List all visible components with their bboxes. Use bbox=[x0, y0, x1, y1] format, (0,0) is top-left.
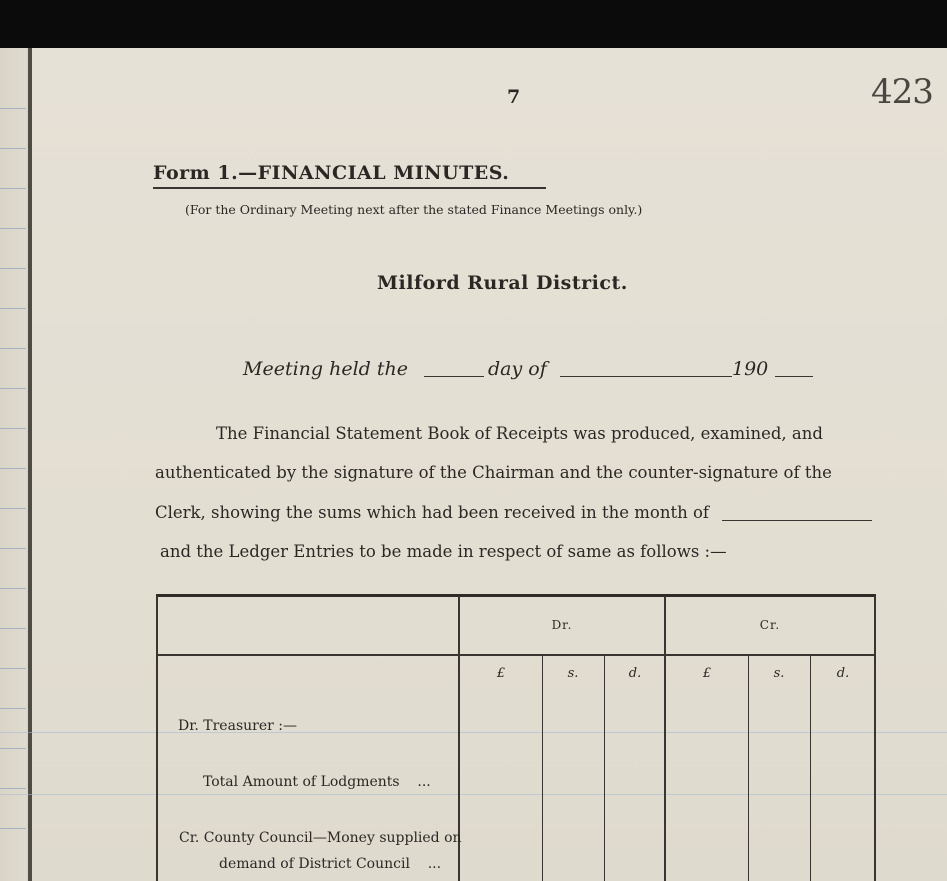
ruled-line bbox=[0, 732, 947, 733]
meeting-held-label: Meeting held the bbox=[243, 358, 408, 380]
margin-tick bbox=[0, 508, 26, 509]
month-received-blank bbox=[722, 520, 872, 521]
row-county-council: Cr. County Council—Money supplied on bbox=[179, 830, 462, 846]
dr-cr-divider bbox=[664, 596, 666, 881]
margin-tick bbox=[0, 468, 26, 469]
scan-top-border bbox=[0, 0, 947, 48]
dr-shillings-unit: s. bbox=[567, 666, 579, 681]
row-demand-district: demand of District Council ... bbox=[219, 856, 442, 872]
cr-header: Cr. bbox=[759, 618, 781, 632]
district-name: Milford Rural District. bbox=[377, 272, 628, 294]
binding-edge bbox=[28, 48, 32, 881]
margin-tick bbox=[0, 708, 26, 709]
margin-tick bbox=[0, 668, 26, 669]
year-blank bbox=[775, 376, 813, 377]
pound-shilling-rule bbox=[748, 655, 749, 881]
margin-tick bbox=[0, 428, 26, 429]
table-right-rule bbox=[874, 596, 876, 881]
title-underline bbox=[153, 187, 546, 189]
paragraph-line: Clerk, showing the sums which had been received in the month of bbox=[155, 503, 709, 522]
margin-tick bbox=[0, 828, 26, 829]
page-number: 7 bbox=[507, 86, 521, 108]
table-left-rule bbox=[156, 596, 158, 881]
cr-pence-unit: d. bbox=[836, 666, 850, 681]
dr-pounds-unit: £ bbox=[496, 666, 506, 681]
row-dr-treasurer: Dr. Treasurer :— bbox=[178, 718, 297, 734]
margin-tick bbox=[0, 388, 26, 389]
margin-tick bbox=[0, 148, 26, 149]
margin-tick bbox=[0, 268, 26, 269]
dr-pence-unit: d. bbox=[628, 666, 642, 681]
margin-tick bbox=[0, 788, 26, 789]
day-of-label: day of bbox=[488, 358, 547, 380]
margin-tick bbox=[0, 188, 26, 189]
table-top-rule bbox=[156, 594, 876, 597]
margin-tick bbox=[0, 228, 26, 229]
margin-tick bbox=[0, 308, 26, 309]
year-prefix: 190 bbox=[732, 358, 769, 380]
cr-pounds-unit: £ bbox=[702, 666, 712, 681]
margin-tick bbox=[0, 588, 26, 589]
shilling-pence-rule bbox=[604, 655, 605, 881]
shilling-pence-rule bbox=[810, 655, 811, 881]
pound-shilling-rule bbox=[542, 655, 543, 881]
ledger-page bbox=[0, 48, 947, 881]
margin-tick bbox=[0, 628, 26, 629]
form-title: Form 1.—FINANCIAL MINUTES. bbox=[153, 162, 510, 184]
month-blank bbox=[560, 376, 732, 377]
row-total-lodgments: Total Amount of Lodgments ... bbox=[203, 774, 431, 790]
day-blank bbox=[424, 376, 484, 377]
ruled-line bbox=[0, 794, 947, 795]
margin-tick bbox=[0, 348, 26, 349]
paragraph-line: The Financial Statement Book of Receipts was produced, examined, and bbox=[216, 424, 823, 443]
dr-header: Dr. bbox=[551, 618, 573, 632]
paragraph-line: and the Ledger Entries to be made in respect of same as follows :— bbox=[160, 542, 727, 561]
header-rule bbox=[156, 654, 876, 656]
folio-number: 423 bbox=[871, 72, 933, 112]
form-subtitle: (For the Ordinary Meeting next after the stated Finance Meetings only.) bbox=[185, 202, 643, 217]
cr-shillings-unit: s. bbox=[773, 666, 785, 681]
margin-tick bbox=[0, 748, 26, 749]
margin-tick bbox=[0, 548, 26, 549]
paragraph-line: authenticated by the signature of the Chairman and the counter-signature of the bbox=[155, 463, 832, 482]
margin-tick bbox=[0, 108, 26, 109]
